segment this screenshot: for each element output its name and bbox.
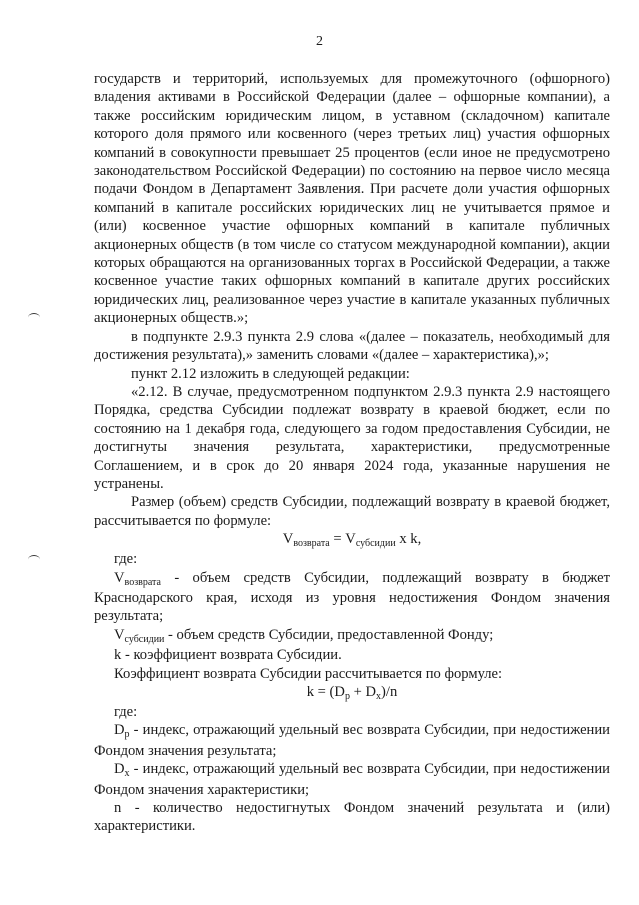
where-label: где: [114, 704, 138, 720]
paragraph-clause-2-12: «2.12. В случае, предусмотренном подпунктом 2.9.3 пункта 2.9 настоящего Порядка, средства Субсидии подлежат возврату в краевой бюджет, если по состоянию на 1 декабря года, следующего за годом предоставления Субсидии, не достигнуты значения результата, характеристики, предусмотренные Соглашением, и в срок до 20 января 2024 года, указанные нарушения не устранены. [94, 383, 610, 492]
formula-return-volume: $V_{возврата} = V_{субсидии}$ x k, [282, 531, 422, 550]
definition-v-return: $V_{возврата}$ - объем средств Субсидии, подлежащий возврату в бюджет Краснодарского края, исходя из уровня недостижения Фондом значения результата; [94, 569, 610, 625]
definition-k: k - коэффициент возврата Субсидии. [114, 647, 342, 664]
document-body [94, 70, 610, 836]
definition-v-subsidy: $V_{субсидии}$ - объем средств Субсидии, предоставленной Фонду; [114, 626, 494, 645]
definition-dx: $D_x$ - индекс, отражающий удельный вес возврата Субсидии, при недостижении Фондом значения характеристики; [94, 761, 610, 798]
paragraph-subclause-change: в подпункте 2.9.3 пункта 2.9 слова «(далее – показатель, необходимый для достижения результата),» заменить словами «(далее – характеристика),»; [94, 328, 610, 364]
paragraph-clause-intro: пункт 2.12 изложить в следующей редакции: [131, 365, 410, 382]
paragraph-return-size: Размер (объем) средств Субсидии, подлежащий возврату в краевой бюджет, рассчитывается по формуле: [94, 494, 610, 529]
page-number: 2 [316, 34, 323, 49]
margin-mark [28, 313, 40, 322]
paragraph-offshore-definition: государств и территорий, используемых для промежуточного (офшорного) владения активами в Российской Федерации (далее – офшорные компании), а также российским юридическим лицом, в уставном (складочном) капитале которого доля прямого или косвенного (через третьих лиц) участия офшорных компаний в совокупности превышает 25 процентов (если иное не предусмотрено законодательством Российской Федерации) по состоянию на первое число месяца подачи Фондом в Департамент Заявления. При расчете доли участия офшорных компаний в капитале российских юридических лиц не учитывается прямое и (или) косвенное участие офшорных компаний в капитале публичных акционерных обществ (в том числе со статусом международной компании), акции которых обращаются на организованных торгах в Российской Федерации, а также косвенное участие таких офшорных компаний в капитале других российских юридических лиц, реализованное через участие в капитале указанных публичных акционерных обществ.»; [94, 71, 610, 327]
definition-dp: $D_p$ - индекс, отражающий удельный вес возврата Субсидии, при недостижении Фондом значения результата; [94, 722, 610, 759]
definition-n: n - количество недостигнутых Фондом значений результата и (или) характеристики. [94, 800, 610, 835]
margin-mark [28, 555, 40, 564]
where-label: где: [114, 551, 138, 568]
formula-coefficient: $k = (D_p + D_x)/n$ [306, 684, 398, 702]
paragraph-coefficient-intro: Коэффициент возврата Субсидии рассчитывается по формуле: [114, 665, 503, 682]
